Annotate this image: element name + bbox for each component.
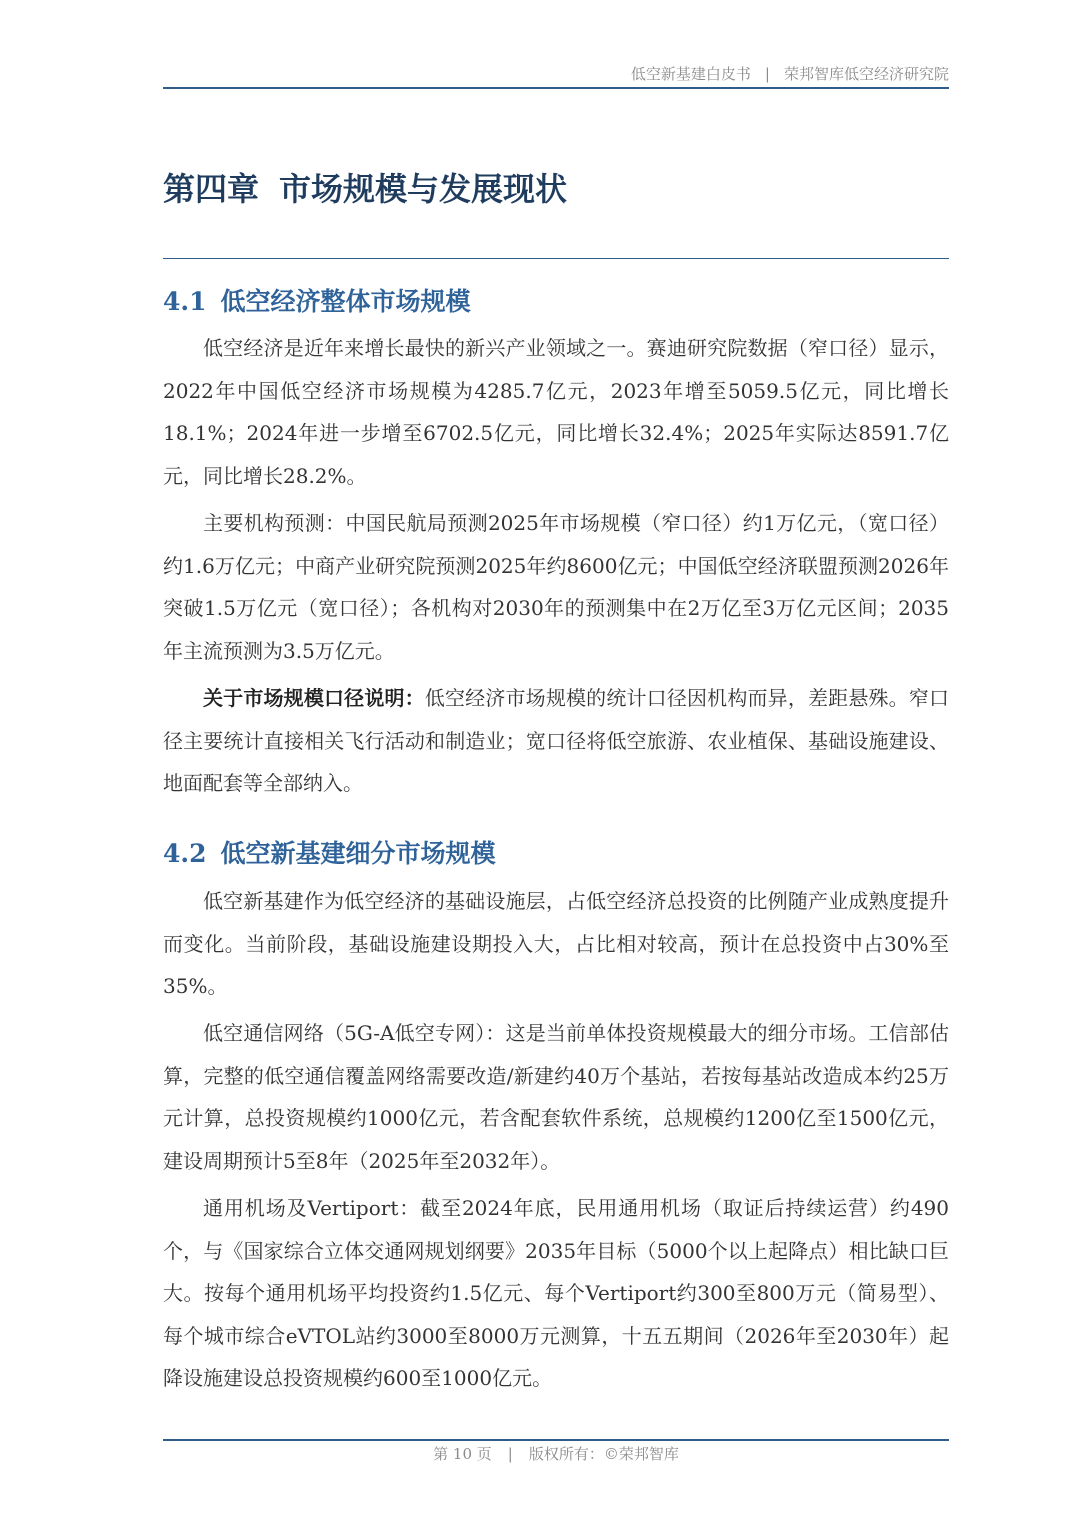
section-title-4-1 [163, 282, 471, 322]
section-title-4-2 [163, 834, 496, 874]
header-separator: | [764, 65, 770, 83]
paragraph-lead: 关于市场规模口径说明： [203, 686, 425, 710]
paragraph [163, 1012, 949, 1182]
chapter-number: 第四章 [163, 170, 260, 208]
paragraph-text: 低空新基建作为低空经济的基础设施层，占低空经济总投资的比例随产业成熟度提升而变化。当前阶段，基础设施建设期投入大，占比相对较高，预计在总投资中占30%至35%。 [163, 889, 949, 998]
running-header [163, 62, 949, 86]
paragraph [163, 502, 949, 672]
paragraph [163, 1187, 949, 1400]
paragraph-text: 低空通信网络（5G-A低空专网）：这是当前单体投资规模最大的细分市场。工信部估算，完整的低空通信覆盖网络需要改造/新建约40万个基站，若按每基站改造成本约25万元计算，总投资规模约1000亿元，若含配套软件系统，总规模约1200亿至1500亿元，建设周期预计5至8年（2025年至2032年）。 [163, 1021, 949, 1173]
section-number: 4.1 [163, 287, 207, 316]
chapter-name: 市场规模与发展现状 [279, 170, 568, 208]
section-number: 4.2 [163, 839, 207, 868]
paragraph [163, 327, 949, 497]
paragraph-text: 通用机场及Vertiport：截至2024年底，民用通用机场（取证后持续运营）约490个，与《国家综合立体交通网规划纲要》2035年目标（5000个以上起降点）相比缺口巨大。按每个通用机场平均投资约1.5亿元、每个Vertiport约300至800万元（简易型）、每个城市综合eVTOL站约3000至8000万元测算，十五五期间（2026年至2030年）起降设施建设总投资规模约600至1000亿元。 [163, 1196, 949, 1390]
chapter-rule [163, 258, 949, 259]
paragraph-scope-note [163, 677, 949, 805]
section-name: 低空新基建细分市场规模 [220, 839, 496, 868]
page-footer [163, 1442, 949, 1466]
paragraph-text: 低空经济是近年来增长最快的新兴产业领域之一。赛迪研究院数据（窄口径）显示，2022年中国低空经济市场规模为4285.7亿元，2023年增至5059.5亿元，同比增长18.1%；2024年进一步增至6702.5亿元，同比增长32.4%；2025年实际达8591.7亿元，同比增长28.2%。 [163, 336, 949, 488]
footer-separator: | [507, 1445, 513, 1463]
footer-rule [163, 1439, 949, 1441]
chapter-title [163, 162, 567, 216]
paragraph-text: 低空经济市场规模的统计口径因机构而异，差距悬殊。窄口径主要统计直接相关飞行活动和制造业；宽口径将低空旅游、农业植保、基础设施建设、地面配套等全部纳入。 [163, 686, 950, 795]
copyright: 版权所有：©荣邦智库 [528, 1445, 679, 1463]
page-number: 第 10 页 [433, 1445, 492, 1463]
paragraph [163, 880, 949, 1008]
header-org: 荣邦智库低空经济研究院 [783, 65, 949, 83]
section-name: 低空经济整体市场规模 [220, 287, 471, 316]
header-rule [163, 87, 949, 89]
paragraph-text: 主要机构预测：中国民航局预测2025年市场规模（窄口径）约1万亿元，（宽口径）约1.6万亿元；中商产业研究院预测2025年约8600亿元；中国低空经济联盟预测2026年突破1.5万亿元（宽口径）；各机构对2030年的预测集中在2万亿至3万亿元区间；2035年主流预测为3.5万亿元。 [163, 511, 949, 663]
header-doc-title: 低空新基建白皮书 [630, 65, 751, 83]
